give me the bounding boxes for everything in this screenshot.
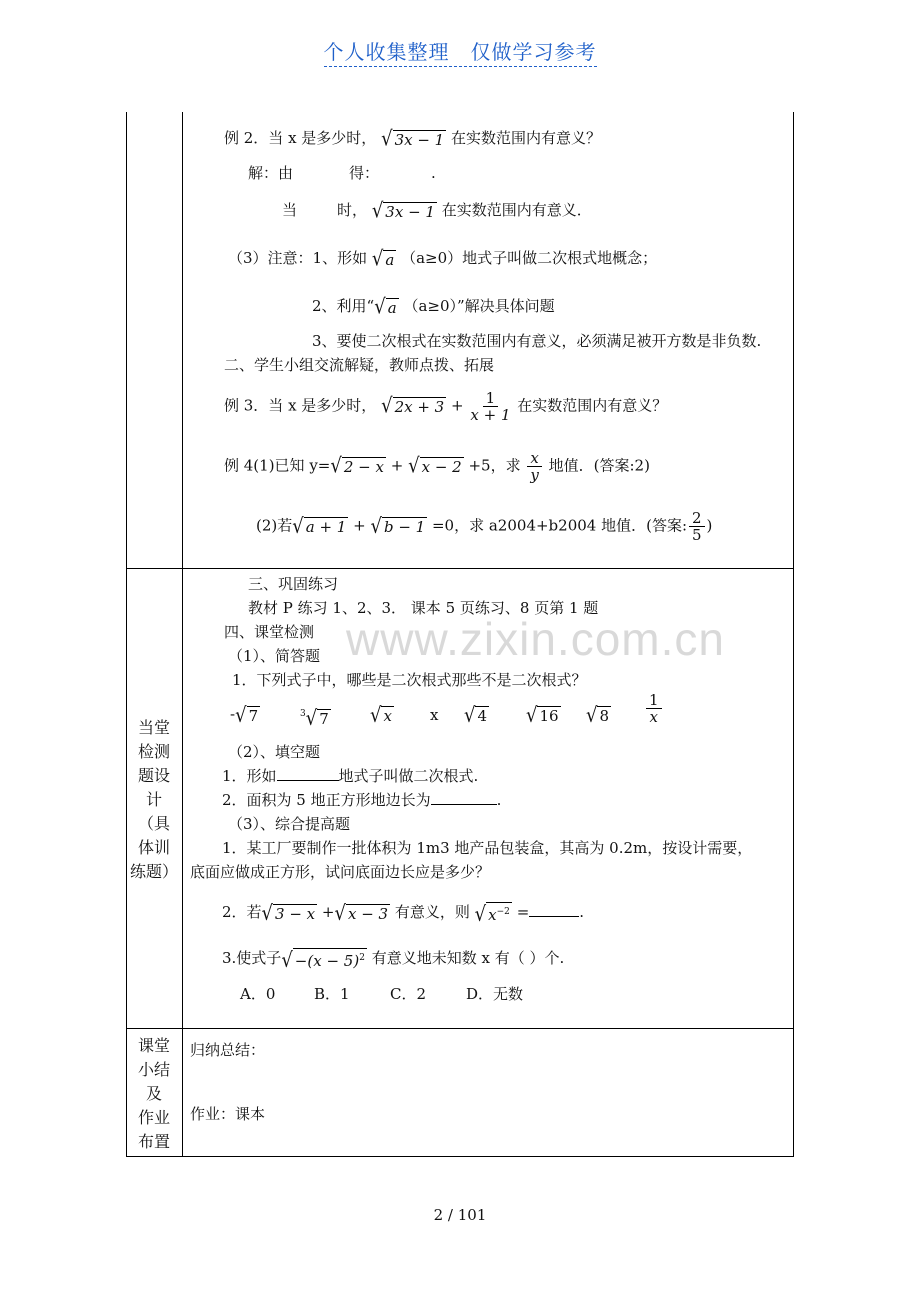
sqrt-expression: √ $-(x - 5)^2$	[281, 948, 365, 973]
sqrt-expression: √ 2 − x	[330, 454, 384, 479]
fraction: $\frac{x}{y}$	[527, 450, 541, 483]
comprehensive-3: 3.使式子 √ $-(x - 5)^2$ 有意义地未知数 x 有（ ）个.	[222, 948, 565, 973]
q1-heading: （1）、简答题	[228, 647, 321, 665]
table-divider-col	[182, 112, 183, 1157]
page-number: 2 / 101	[433, 1206, 487, 1224]
table-border-right	[793, 112, 794, 1157]
expr-cbrt7: $^3$ √ 7	[300, 705, 329, 730]
example-4-part-1: 例 4(1)已知 y= √ 2 − x + √ x − 2 +5，求 $\frac{x}{y}$ 地值．(答案:2)	[224, 449, 650, 484]
fraction: $\frac{2}{5}$	[689, 510, 705, 543]
expr-1-over-x: $\frac{1}{x}$	[644, 692, 664, 725]
header-text: 个人收集整理 仅做学习参考	[324, 40, 597, 67]
sqrt-expression: √ x − 2	[408, 454, 462, 479]
expr-sqrt4: √ 4	[464, 702, 488, 727]
watermark: www.zixin.com.cn	[346, 613, 725, 665]
sqrt-expression: √ 3x − 1	[381, 126, 445, 151]
textbook-exercises: 教材 P 练习 1、2、3． 课本 5 页练习、8 页第 1 题	[248, 599, 599, 617]
fraction: $\frac{1}{x + 1}$	[470, 389, 511, 424]
q3-heading: （3）、综合提高题	[228, 815, 351, 833]
table-border-bottom	[126, 1156, 794, 1157]
expr-sqrtx: √ x	[370, 702, 392, 727]
part-3-heading: 三、巩固练习	[248, 575, 339, 593]
note-2: 2、利用“ √ a （a≥0）”解决具体问题	[312, 294, 555, 319]
sqrt-expression: √ x − 3	[334, 900, 389, 925]
sqrt-a: √ a	[371, 246, 395, 271]
q1-text: 1．下列式子中，哪些是二次根式那些不是二次根式？	[232, 671, 587, 689]
comprehensive-2: 2．若 √ 3 − x + √ x − 3 有意义，则 √ $x^{-2}$ = .	[222, 900, 585, 927]
note-3: 3、要使二次根式在实数范围内有意义，必须满足被开方数是非负数.	[312, 332, 762, 350]
fill-2: 2．面积为 5 地正方形地边长为 .	[222, 791, 502, 809]
when-line: 当 时， √ 3x − 1 在实数范围内有意义．	[282, 198, 592, 223]
option-d[interactable]: D．无数	[466, 985, 524, 1003]
q2-heading: （2）、填空题	[228, 743, 321, 761]
sqrt-expression: √ b − 1	[370, 514, 426, 539]
sqrt-expression: √ 3 − x	[261, 900, 316, 925]
part-4-heading: 四、课堂检测	[224, 623, 315, 641]
sqrt-a: √ a	[374, 294, 397, 319]
option-a[interactable]: A．0	[240, 985, 276, 1003]
table-row-divider-2	[126, 1028, 794, 1029]
option-c[interactable]: C．2	[390, 985, 427, 1003]
homework-label: 作业：课本	[190, 1105, 266, 1123]
summary-side-label: 课堂 小结 及 作业 布置	[137, 1036, 170, 1151]
note-1: （3）注意：1、形如 √ a （a≥0）地式子叫做二次根式地概念；	[228, 246, 658, 271]
example-4-part-2: (2)若 √ a + 1 + √ b − 1 =0，求 a2004+b2004 地值．(答案: $\frac{2}{5}$ )	[256, 509, 713, 544]
part-2-heading: 二、学生小组交流解疑，教师点拨、拓展	[224, 356, 495, 374]
example-2: 例 2．当 x 是多少时， √ 3x − 1 在实数范围内有意义？	[224, 126, 602, 151]
expr-sqrt16: √ 16	[526, 702, 559, 727]
sqrt-expression: √ 3x − 1	[371, 198, 435, 223]
fill-blank-2[interactable]	[431, 804, 497, 805]
fill-blank-1[interactable]	[277, 780, 339, 781]
comprehensive-1-line-2: 底面应做成正方形，试问底面边长应是多少？	[190, 863, 491, 881]
sqrt-expression: √ 2x + 3	[381, 394, 445, 419]
expr-sqrt8: √ 8	[586, 702, 610, 727]
table-border-left	[126, 112, 127, 1157]
expr-neg-sqrt7: - √ 7	[230, 702, 259, 727]
expr-x: x	[430, 706, 439, 724]
fill-1: 1．形如 地式子叫做二次根式.	[222, 767, 479, 785]
practice-side-label: 当堂 检测 题设 计 （具 体训 练题）	[129, 718, 178, 881]
comprehensive-1-line-1: 1．某工厂要制作一批体积为 1m3 地产品包装盒，其高为 0.2m，按设计需要，	[222, 839, 753, 857]
sqrt-expression: √ a + 1	[292, 514, 347, 539]
summary-label: 归纳总结：	[190, 1041, 266, 1059]
example-3: 例 3．当 x 是多少时， √ 2x + 3 + $\frac{1}{x + 1}$ 在实数范围内有意义？	[224, 389, 668, 424]
table-row-divider-1	[126, 568, 794, 569]
sqrt-expression: √ $x^{-2}$	[474, 902, 510, 927]
page-header	[0, 36, 920, 65]
option-b[interactable]: B．1	[314, 985, 350, 1003]
solution-line: 解：由 得： .	[248, 164, 436, 182]
fill-blank-3[interactable]	[529, 916, 579, 917]
